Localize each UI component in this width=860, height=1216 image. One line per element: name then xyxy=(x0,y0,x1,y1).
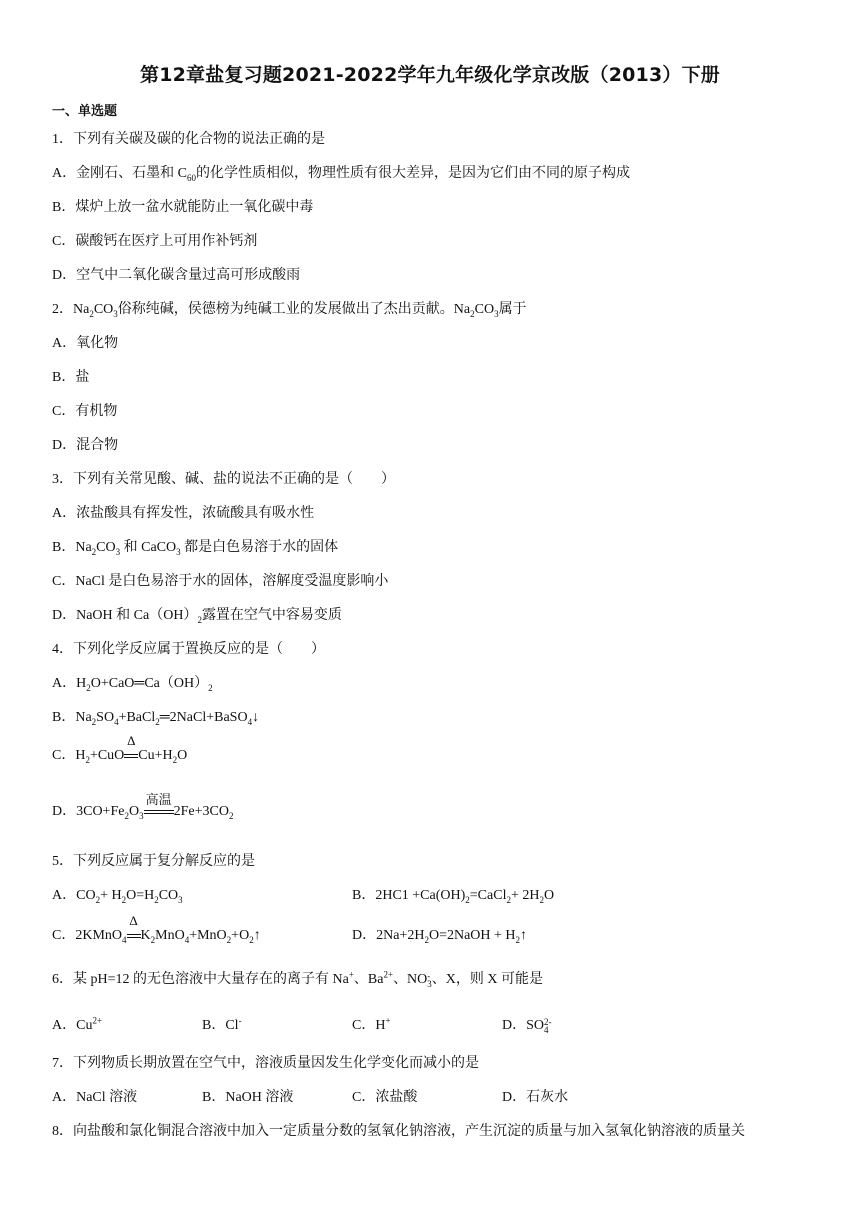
question-3-stem: 3．下列有关常见酸、碱、盐的说法不正确的是（ ） xyxy=(52,472,395,487)
question-6-option-a: A．$Cu^{2+}$ xyxy=(52,1015,103,1033)
question-1-option-b: B．煤炉上放一盆水就能防止一氧化碳中毒 xyxy=(52,200,314,215)
heat-condition-arrow: Δ xyxy=(124,748,138,764)
question-2-option-b: B．盐 xyxy=(52,370,90,385)
question-5-option-c: C．2KMnO$_4$ Δ $K_2MnO_4+MnO_2+O_2↑$ xyxy=(52,913,261,945)
question-4-option-c: C．$H_2+CuO$ Δ $Cu+H_2O$ xyxy=(52,733,188,765)
section-heading: 一、单选题 xyxy=(52,104,118,119)
question-1-option-c: C．碳酸钙在医疗上可用作补钙剂 xyxy=(52,234,258,249)
question-4-stem: 4．下列化学反应属于置换反应的是（ ） xyxy=(52,642,325,657)
question-3-option-a: A．浓盐酸具有挥发性，浓硫酸具有吸水性 xyxy=(52,506,315,521)
nitrate-charge: - 3 xyxy=(427,970,432,989)
question-3-option-b: B．$Na_2CO_3$ 和 CaCO$_3$ 都是白色易溶于水的固体 xyxy=(52,540,339,557)
question-5-option-d: D．$2Na+2H_2O=2NaOH$ + $H_2↑$ xyxy=(352,928,528,945)
sulfate-charge: 2- 4 xyxy=(544,1016,552,1035)
question-2-option-a: A．氧化物 xyxy=(52,336,119,351)
question-7-option-c: C．浓盐酸 xyxy=(352,1090,418,1105)
question-2-stem: 2．$Na_2CO_3$俗称纯碱，侯德榜为纯碱工业的发展做出了杰出贡献。$Na_2CO_3$属于 xyxy=(52,302,527,319)
heat-condition-arrow: Δ xyxy=(127,928,141,944)
page-title: 第12章盐复习题2021-2022学年九年级化学京改版（2013）下册 xyxy=(140,64,720,86)
question-4-option-b: B．$Na_2SO_4+BaCl_2═2NaCl+BaSO_4↓$ xyxy=(52,710,260,727)
question-6-option-b: B．Cl- xyxy=(202,1015,242,1033)
question-5-option-b: B．$2HC1 +Ca(OH)_2=CaCl_2+ 2H_2O$ xyxy=(352,888,555,905)
question-6-option-c: C．H+ xyxy=(352,1015,391,1033)
question-3-option-d: D．NaOH 和 $Ca(OH)_2$露置在空气中容易变质 xyxy=(52,608,342,625)
question-4-option-a: A．$H_2O+CaO═Ca(OH)_2$ xyxy=(52,676,213,693)
question-1-stem: 1．下列有关碳及碳的化合物的说法正确的是 xyxy=(52,132,325,147)
question-5-option-a: A．$CO_2+ H_2O=H_2CO_3$ xyxy=(52,888,183,905)
question-7-stem: 7．下列物质长期放置在空气中，溶液质量因发生化学变化而减小的是 xyxy=(52,1056,479,1071)
question-1-option-d: D．空气中二氧化碳含量过高可形成酸雨 xyxy=(52,268,301,283)
question-7-option-d: D．石灰水 xyxy=(502,1090,569,1105)
question-7-option-b: B．NaOH 溶液 xyxy=(202,1090,294,1105)
question-8-stem: 8．向盐酸和氯化铜混合溶液中加入一定质量分数的氢氧化钠溶液，产生沉淀的质量与加入氢氧化钠溶液的质量关 xyxy=(52,1124,745,1139)
question-7-option-a: A．NaCl 溶液 xyxy=(52,1090,138,1105)
question-6-stem: 6．某 pH=12 的无色溶液中大量存在的离子有 Na+、$Ba^{2+}$、NO - 3 、X，则 X 可能是 xyxy=(52,969,544,989)
question-5-stem: 5．下列反应属于复分解反应的是 xyxy=(52,854,255,869)
question-2-option-d: D．混合物 xyxy=(52,438,119,453)
question-6-option-d: D．SO 2- 4 xyxy=(502,1016,552,1035)
question-2-option-c: C．有机物 xyxy=(52,404,118,419)
question-4-option-d: D．$3CO+Fe_2O_3$ 高温 $2Fe+3CO_2$ xyxy=(52,792,234,821)
question-1-option-a: A．金刚石、石墨和 $C_{60}$的化学性质相似，物理性质有很大差异，是因为它们由不同的原子构成 xyxy=(52,166,630,183)
high-temp-condition-arrow: 高温 xyxy=(144,804,174,820)
question-3-option-c: C．NaCl 是白色易溶于水的固体，溶解度受温度影响小 xyxy=(52,574,389,589)
